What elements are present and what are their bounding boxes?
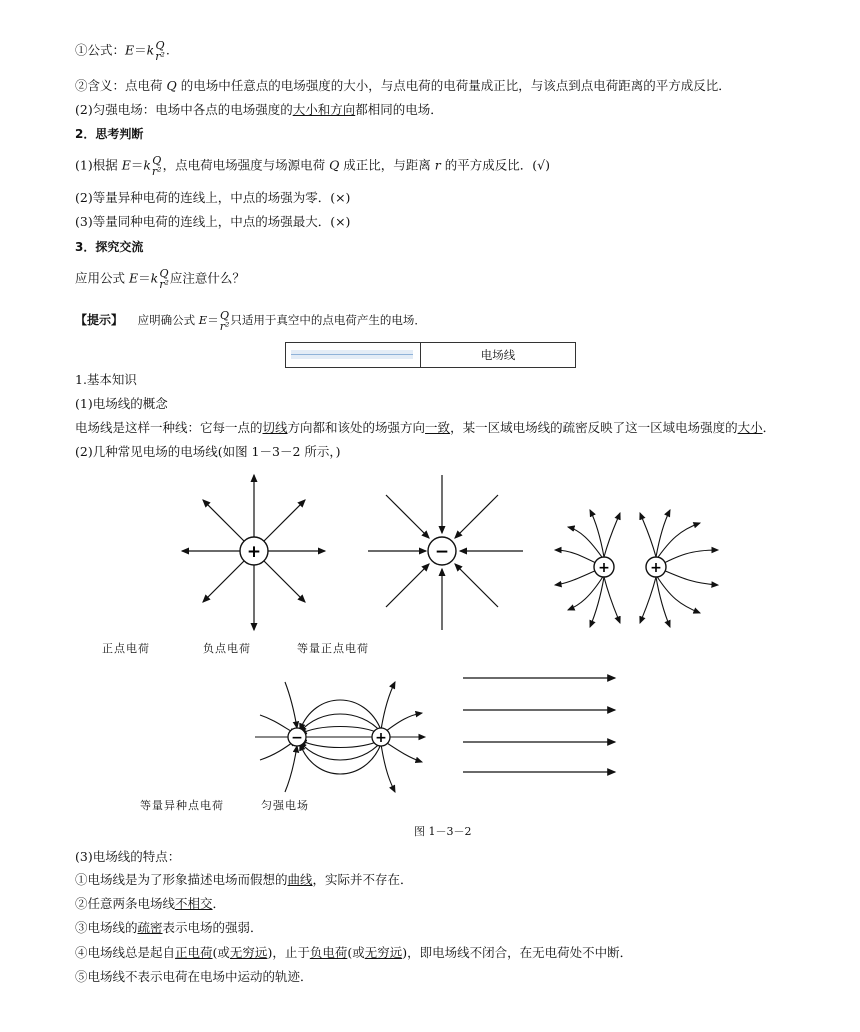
caption-opposite-charges: 等量异种点电荷 [140, 799, 224, 812]
meaning-line: ②含义：点电荷 Q 的电场中任意点的电场强度的大小，与点电荷的电荷量成正比，与该点到点电荷距离的平方成反比． [75, 78, 731, 93]
caption-uniform-field: 匀强电场 [261, 799, 309, 812]
svg-text:+: + [375, 730, 387, 746]
equal-positive-charges-diagram [550, 505, 725, 635]
tip-label: 【提示】 [75, 313, 124, 327]
question-line: 应用公式 E＝k Q r² 应注意什么？ [75, 267, 245, 291]
uniform-field-diagram [460, 670, 630, 785]
feature-4: ④电场线总是起自正电荷(或无穷远)，止于负电荷(或无穷远)，即电场线不闭合，在无电荷处不中断． [75, 945, 633, 960]
judge-item-3: (3)等量同种电荷的连线上，中点的场强最大．(×) [75, 214, 351, 229]
text: ①公式： [75, 42, 126, 58]
feature-5: ⑤电场线不表示电荷在电场中运动的轨迹． [75, 969, 313, 984]
common-fields-text: (2)几种常见电场的电场线(如图 1－3－2 所示，) [75, 444, 341, 459]
tip-line: 【提示】 应明确公式 E＝ Q r² 只适用于真空中的点电荷产生的电场． [75, 309, 426, 333]
symbol-k: k [146, 42, 155, 58]
fraction: Q r² [155, 39, 165, 63]
plus-sign: + [246, 542, 262, 562]
section-heading-explore: 3．探究交流 [75, 240, 144, 254]
svg-text:+: + [598, 560, 610, 576]
svg-text:−: − [291, 730, 303, 746]
table-right-cell: 电场线 [421, 343, 576, 368]
uniform-field-line: (2)匀强电场：电场中各点的电场强度的大小和方向都相同的电场． [75, 102, 443, 117]
concept-text: 电场线是这样一种线：它每一点的切线方向都和该处的场强方向一致，某一区域电场线的疏密反映了这一区域电场强度的大小． [75, 420, 776, 435]
feature-2: ②任意两条电场线不相交． [75, 896, 226, 911]
symbol-e: E [125, 42, 135, 58]
caption-positive-charge: 正点电荷 [102, 642, 150, 655]
opposite-charges-diagram [250, 680, 430, 795]
basic-knowledge-heading: 1.基本知识 [75, 372, 137, 387]
caption-equal-positive: 等量正点电荷 [297, 642, 369, 655]
judge-item-2: (2)等量异种电荷的连线上，中点的场强为零．(×) [75, 190, 351, 205]
svg-text:+: + [650, 560, 662, 576]
concept-heading: (1)电场线的概念 [75, 396, 168, 411]
features-heading: (3)电场线的特点： [75, 849, 181, 864]
minus-sign: − [434, 542, 450, 562]
section-heading-judge: 2．思考判断 [75, 127, 144, 141]
negative-charge-diagram [358, 470, 528, 640]
positive-charge-diagram [170, 470, 340, 640]
feature-1: ①电场线是为了形象描述电场而假想的曲线，实际并不存在． [75, 872, 413, 887]
table-left-cell [286, 343, 421, 368]
equals: ＝ [134, 42, 147, 58]
formula-line: ①公式：E＝k Q r² . [75, 39, 170, 63]
caption-negative-charge: 负点电荷 [203, 642, 251, 655]
judge-item-1: (1)根据 E＝k Q r² ，点电荷电场强度与场源电荷 Q 成正比，与距离 r 的平方成反比．(√) [75, 154, 550, 178]
figure-caption: 图 1－3－2 [414, 825, 472, 838]
feature-3: ③电场线的疏密表示电场的强弱． [75, 920, 263, 935]
header-table [285, 342, 576, 368]
highlight-line [291, 354, 413, 355]
